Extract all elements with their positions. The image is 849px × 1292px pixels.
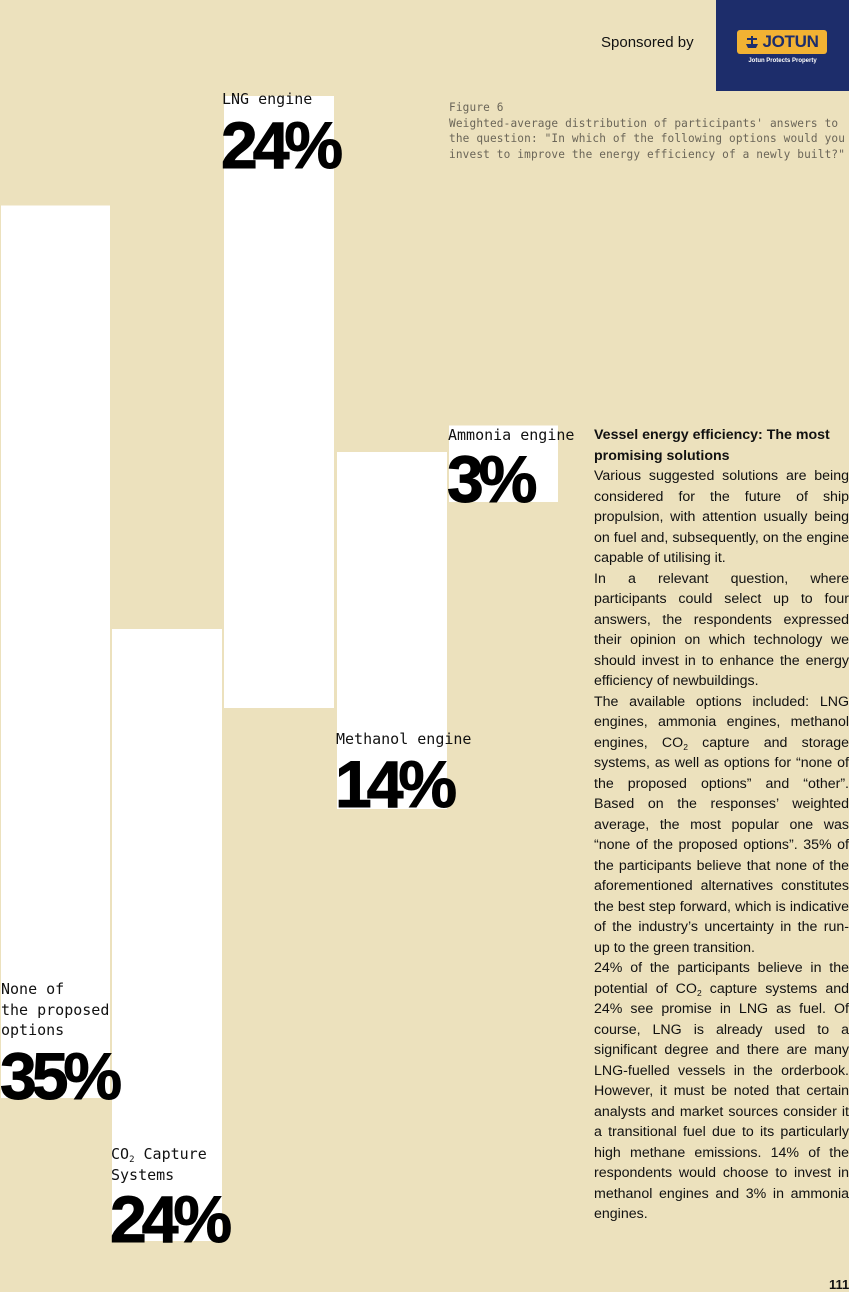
bar-label-none-line3: options bbox=[1, 1021, 65, 1039]
bar-label-none bbox=[1, 979, 109, 1041]
bar-label-none-line2: the proposed bbox=[1, 1000, 110, 1019]
bar-value-methanol: 14% bbox=[335, 747, 453, 821]
jotun-logo-text: JOTUN bbox=[762, 32, 819, 51]
figure-description: Weighted-average distribution of participants' answers to the question: "In which of the following options would you invest to improve the energy efficiency of a newly built?" bbox=[449, 116, 846, 161]
p3-part-a: The available options included: LNG engines, ammonia engines, methanol engines, CO bbox=[594, 693, 849, 751]
p4-part-b: capture systems and 24% see promise in LNG as fuel. Of course, LNG is already used to a significant degree and there are many LNG-fuelled vessels in the orderbook. However, it must be noted that certain analysts and market sources consider it a transitional fuel due to its particularly high methane emissions. 14% of the respondents would choose to invest in methanol engines and 3% in ammonia engines. bbox=[594, 980, 849, 1222]
article-paragraph-2: In a relevant question, where participants could select up to four answers, the respondents expressed their opinion on which technology we should invest in to enhance the energy efficiency of newbuildings. bbox=[594, 570, 849, 689]
co2-text: CO bbox=[111, 1145, 130, 1163]
article-paragraph-4 bbox=[594, 958, 849, 1225]
bar-none bbox=[1, 206, 110, 1099]
bar-label-ammonia: Ammonia engine bbox=[448, 426, 575, 444]
p3-subscript: 2 bbox=[683, 741, 688, 752]
article-heading: Vessel energy efficiency: The most promising solutions bbox=[594, 427, 830, 464]
bar-label-co2 bbox=[111, 1144, 207, 1185]
bar-value-none: 35% bbox=[0, 1039, 118, 1113]
article-body bbox=[594, 425, 849, 1225]
bar-value-lng: 24% bbox=[221, 108, 339, 182]
figure-number: Figure 6 bbox=[449, 101, 504, 114]
bar-lng bbox=[224, 96, 334, 708]
bar-label-co2-line2: Systems bbox=[111, 1165, 175, 1184]
p4-subscript: 2 bbox=[696, 987, 702, 998]
sponsored-by-label: Sponsored by bbox=[601, 34, 694, 51]
co2-subscript: 2 bbox=[129, 1155, 135, 1165]
article-paragraph-3 bbox=[594, 692, 849, 959]
page-number: 111 bbox=[829, 1277, 849, 1292]
bar-label-co2-line1 bbox=[111, 1144, 207, 1165]
p3-part-b: capture and storage systems, as well as options for “none of the proposed options” and “other”. Based on the responses’ weighted average, the most popular one was “none of the proposed options”. 35% of the participants believe that none of the aforementioned alternatives constitutes the best step forward, which is indicative of the industry’s uncertainty in the run-up to the green transition. bbox=[594, 734, 849, 956]
jotun-logo-tagline: Jotun Protects Property bbox=[748, 58, 817, 64]
article-paragraph-1: Various suggested solutions are being considered for the future of ship propulsion, with attention usually being on fuel and, subsequently, on the engine capable of utilising it. bbox=[594, 468, 849, 566]
p4-part-a: 24% of the participants believe in the potential of CO bbox=[594, 960, 849, 997]
bar-value-ammonia: 3% bbox=[447, 442, 533, 516]
bar-label-methanol: Methanol engine bbox=[336, 730, 472, 748]
bar-value-co2: 24% bbox=[110, 1182, 228, 1256]
bar-label-none-line1: None of bbox=[1, 980, 65, 998]
bar-label-lng: LNG engine bbox=[222, 90, 313, 108]
co2-capture-text: Capture bbox=[134, 1145, 207, 1163]
